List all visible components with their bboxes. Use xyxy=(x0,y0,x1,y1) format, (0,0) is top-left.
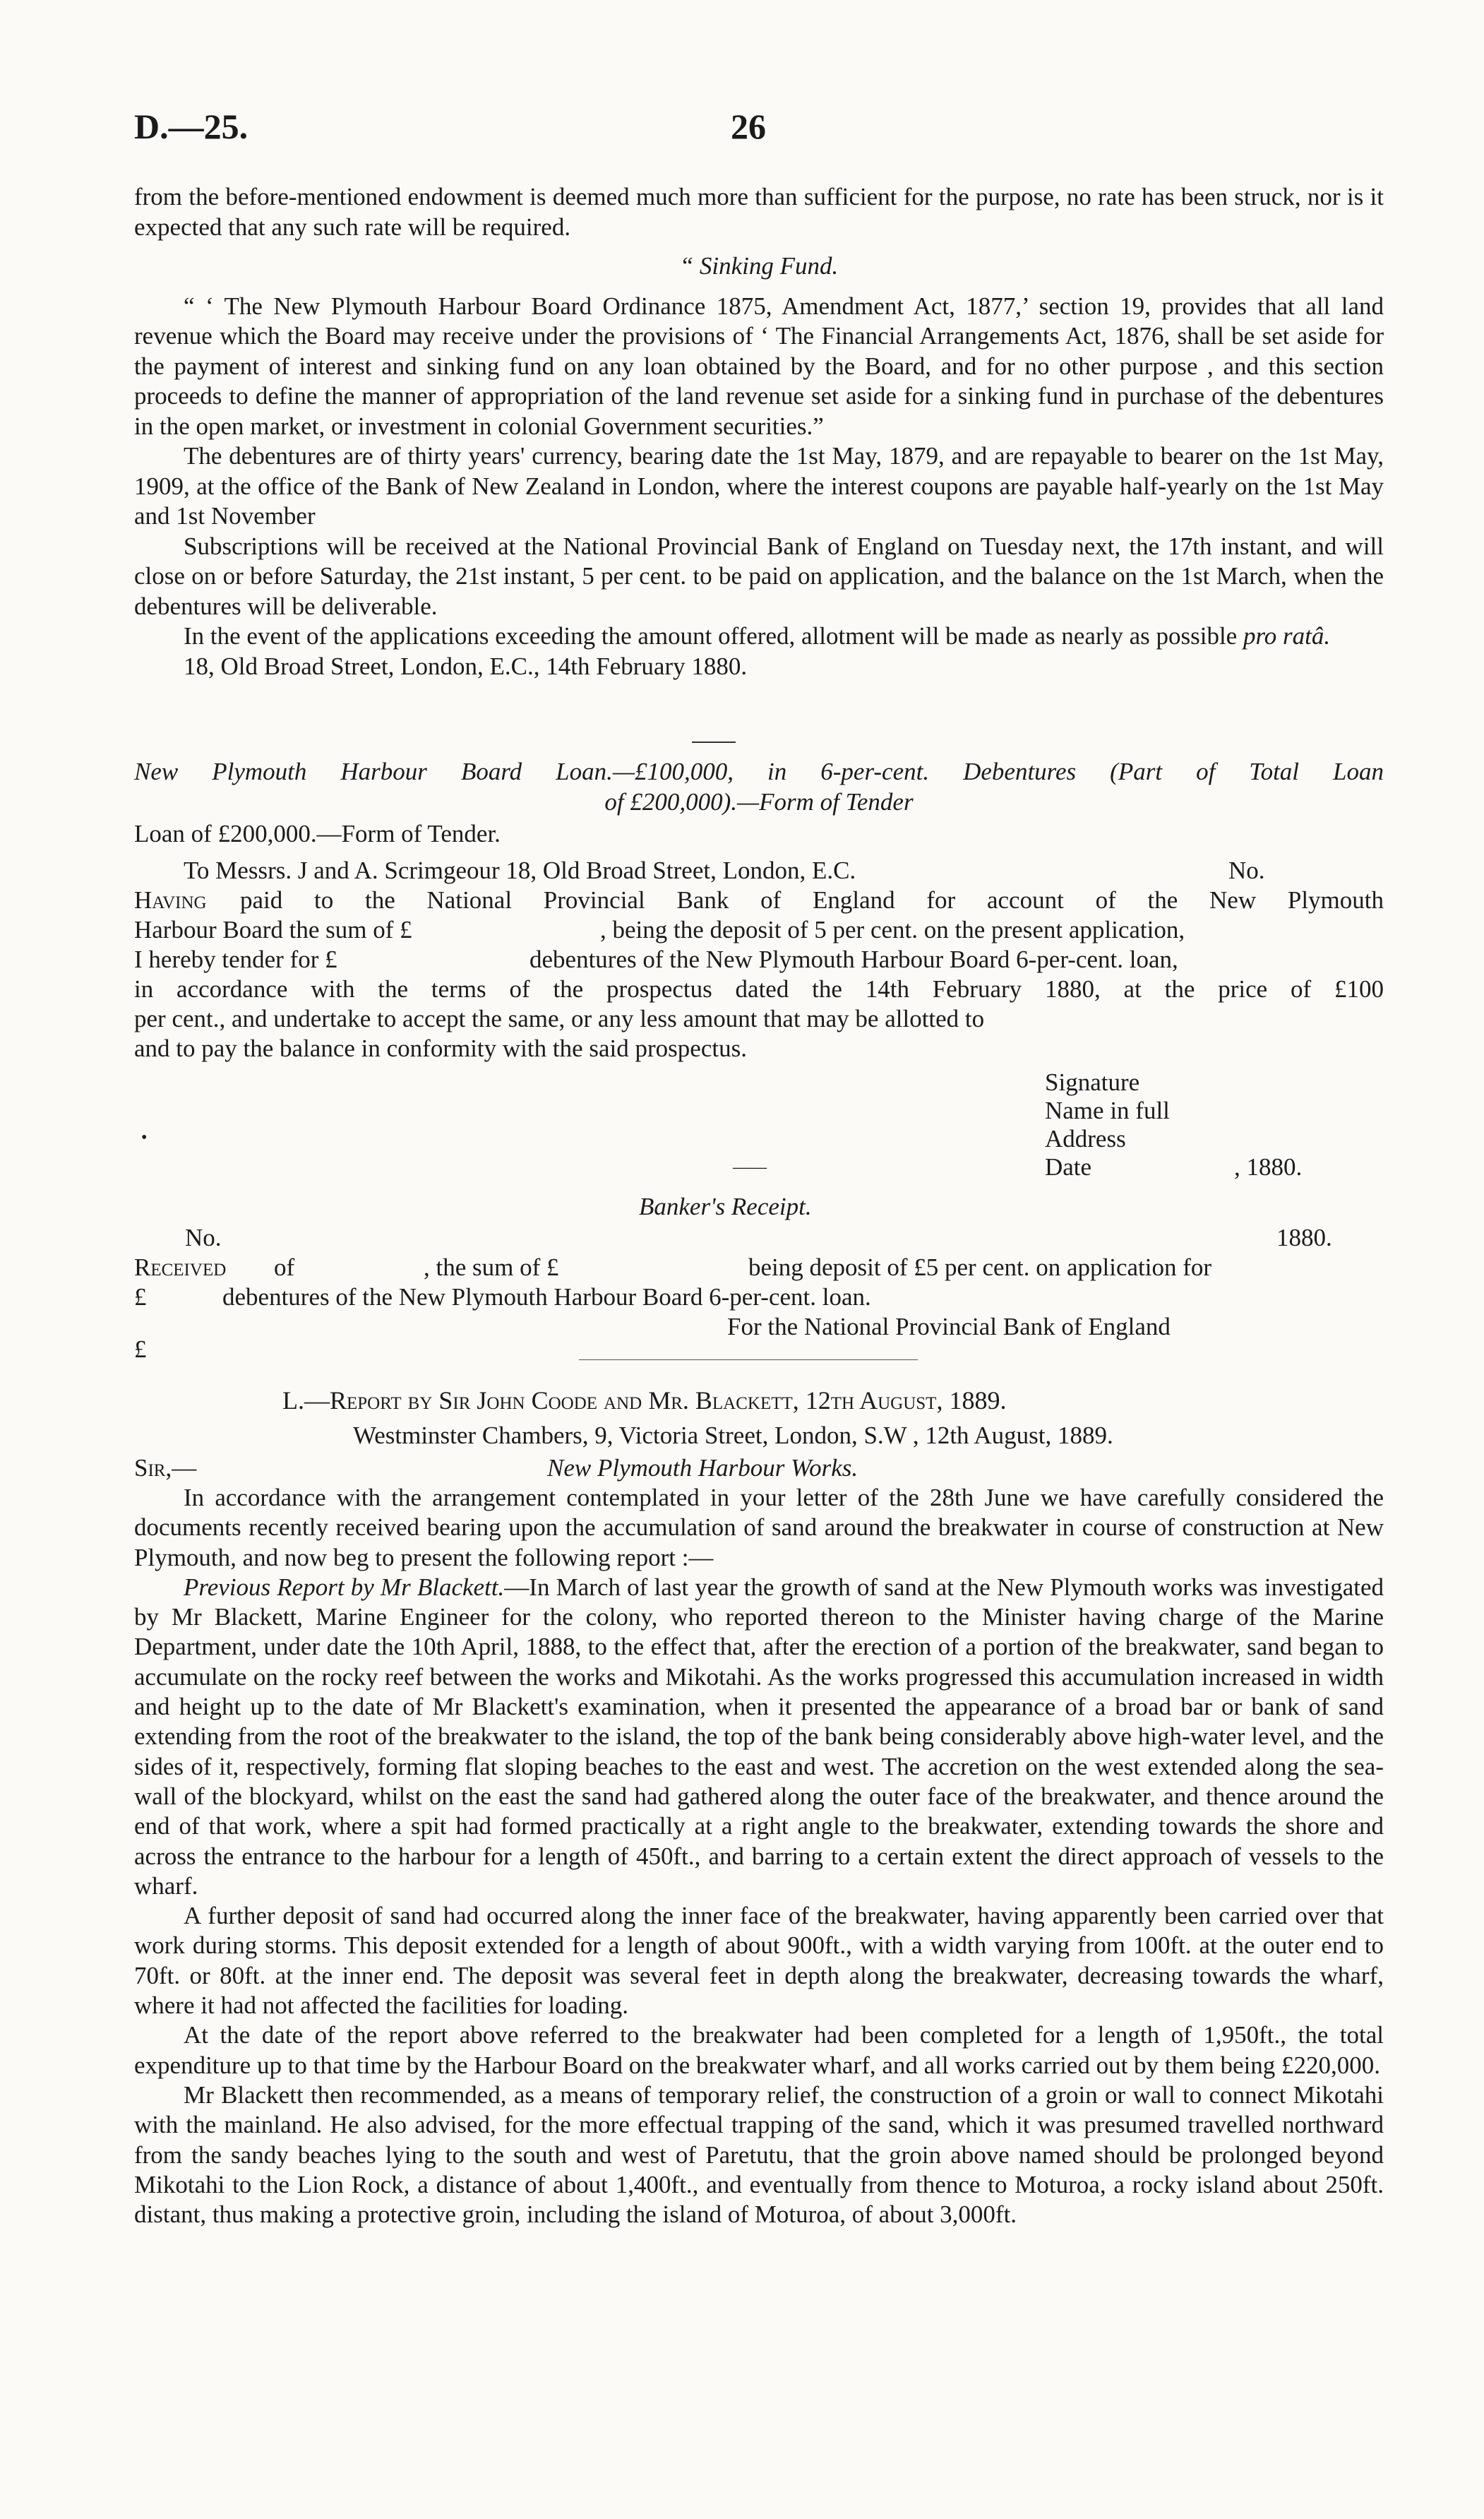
address-label: Address xyxy=(1045,1125,1126,1153)
sinking-fund-paragraph-1: “ ‘ The New Plymouth Harbour Board Ordinance 1875, Amendment Act, 1877,’ section 19, provides that all land revenue which the Board may receive under the provisions of ‘ The Financial Arrangements Act, 1876, shall be set aside for the payment of interest and sinking fund on any loan obtained by the Board, and for no other purpose , and this section proceeds to define the manner of appropriation of the land revenue set aside for a sinking fund in purchase of the debentures in the open market, or investment in colonial Government securities.” xyxy=(134,292,1384,440)
pro-rata-text: pro ratâ. xyxy=(1243,622,1331,650)
receipt-pound-1: £ xyxy=(134,1283,147,1311)
tender-number-label: No. xyxy=(1228,857,1265,884)
section-divider xyxy=(692,742,736,743)
signature-label: Signature xyxy=(1045,1068,1140,1096)
receipt-number-label: No. xyxy=(185,1224,222,1251)
report-paragraph-2 xyxy=(134,1573,1384,1901)
tender-line-3b: debentures of the New Plymouth Harbour Board 6-per-cent. loan, xyxy=(529,946,1178,973)
sinking-fund-paragraph-2: The debentures are of thirty years' currency, bearing date the 1st May, 1879, and are repayable to bearer on the 1st May, 1909, at the office of the Bank of New Zealand in London, where the interest coupons are payable half-yearly on the 1st May and 1st November xyxy=(134,442,1384,530)
sinking-fund-section xyxy=(134,251,1384,681)
report-paragraph-5: Mr Blackett then recommended, as a means of temporary relief, the construction of a groin or wall to connect Mikotahi with the mainland. He also advised, for the more effectual trapping of the sand, which it was presumed travelled northward from the sandy beaches lying to the south and west of Paretutu, that the groin above named should be prolonged beyond Mikotahi to the Lion Rock, a distance of about 1,400ft., and eventually from thence to Moturoa, a rocky island about 250ft. distant, thus making a protective groin, including the island of Moturoa, of about 3,000ft. xyxy=(134,2080,1384,2229)
date-label: Date xyxy=(1045,1153,1092,1181)
intro-block xyxy=(134,182,1384,242)
report-address: Westminster Chambers, 9, Victoria Street, London, S.W , 12th August, 1889. xyxy=(353,1422,1113,1449)
receipt-for-bank: For the National Provincial Bank of England xyxy=(727,1313,1171,1340)
receipt-pound-2: £ xyxy=(134,1335,147,1363)
sinking-fund-dateline: 18, Old Broad Street, London, E.C., 14th February 1880. xyxy=(184,652,748,680)
receipt-of: of xyxy=(274,1253,295,1281)
short-dash: —— xyxy=(733,1158,767,1177)
tender-line-2a: Harbour Board the sum of £ xyxy=(134,916,412,943)
tender-line-2b: , being the deposit of 5 per cent. on the present application, xyxy=(600,916,1185,943)
receipt-debentures: debentures of the New Plymouth Harbour Board 6-per-cent. loan. xyxy=(222,1283,871,1311)
tender-line-4: in accordance with the terms of the prospectus dated the 14th February 1880, at the price of £100 xyxy=(134,975,1384,1003)
tender-addressee: To Messrs. J and A. Scrimgeour 18, Old Broad Street, London, E.C. xyxy=(184,857,856,884)
document-reference: D.—25. xyxy=(134,107,249,146)
stray-mark: • xyxy=(141,1129,148,1147)
previous-report-heading: Previous Report by Mr Blackett. xyxy=(184,1573,505,1601)
tender-title-line-2: of £200,000).—Form of Tender xyxy=(604,787,914,816)
report-heading: L.—Report by Sir John Coode and Mr. Blackett, 12th August, 1889. xyxy=(282,1386,1007,1415)
sinking-fund-paragraph-4 xyxy=(134,621,1384,652)
tender-having: Having xyxy=(134,886,207,914)
receipt-heading: Banker's Receipt. xyxy=(639,1193,812,1220)
tender-title-line-1: New Plymouth Harbour Board Loan.—£100,000, in 6-per-cent. Debentures (Part of Total Loan xyxy=(134,758,1384,785)
receipt-sum: , the sum of £ xyxy=(424,1253,559,1281)
receipt-deposit: being deposit of £5 per cent. on application for xyxy=(748,1253,1212,1281)
receipt-received: Received xyxy=(134,1253,227,1281)
name-in-full-label: Name in full xyxy=(1045,1097,1170,1124)
report-salutation: Sir,— xyxy=(134,1454,197,1482)
tender-line-3a: I hereby tender for £ xyxy=(134,946,337,973)
receipt-year: 1880. xyxy=(1276,1224,1332,1251)
report-paragraph-3: A further deposit of sand had occurred along the inner face of the breakwater, having apparently been carried over that work during storms. This deposit extended for a length of about 900ft., with a width varying from 100ft. at the outer end to 70ft. or 80ft. at the inner end. The deposit was several feet in depth along the breakwater, decreasing towards the wharf, where it had not affected the facilities for loading. xyxy=(134,1902,1384,2020)
report-subject: New Plymouth Harbour Works. xyxy=(547,1454,858,1482)
tender-title-block xyxy=(134,757,1384,817)
sinking-fund-paragraph-3: Subscriptions will be received at the National Provincial Bank of England on Tuesday next, the 17th instant, and will close on or before Saturday, the 21st instant, 5 per cent. to be paid on application, and the balance on the 1st March, when the debentures will be deliverable. xyxy=(134,532,1384,620)
tender-line-6: and to pay the balance in conformity with the said prospectus. xyxy=(134,1035,747,1062)
allotment-text: In the event of the applications exceeding the amount offered, allotment will be made as nearly as possible xyxy=(184,622,1243,650)
receipt-divider xyxy=(579,1359,918,1360)
report-paragraph-4: At the date of the report above referred to the breakwater had been completed for a length of 1,950ft., the total expenditure up to that time by the Harbour Board on the breakwater wharf, and all works carried out by them being £220,000. xyxy=(134,2021,1384,2079)
tender-line-1: paid to the National Provincial Bank of England for account of the New Plymouth xyxy=(240,886,1384,914)
report-paragraph-1: In accordance with the arrangement contemplated in your letter of the 28th June we have carefully considered the documents recently received bearing upon the accumulation of sand around the breakwater in course of construction at New Plymouth, and now beg to present the following report :— xyxy=(134,1484,1384,1571)
sinking-fund-heading: “ Sinking Fund. xyxy=(679,252,839,280)
previous-report-text: —In March of last year the growth of sand at the New Plymouth works was investigated by Mr Blackett, Marine Engineer for the colony, who reported thereon to the Minister having charge of the Marine Department, under date the 10th April, 1888, to the effect that, after the erection of a portion of the breakwater, sand began to accumulate on the rocky reef between the works and Mikotahi. As the works progressed this accumulation increased in width and height up to the date of Mr Blackett's examination, when it presented the appearance of a broad bar or bank of sand extending from the root of the breakwater to the island, the top of the bank being considerably above high-water level, and the sides of it, respectively, forming flat sloping beaches to the east and west. The accretion on the west extended along the sea-wall of the blockyard, whilst on the east the sand had gathered along the outer face of the breakwater, and thence around the end of that work, where a spit had formed practically at a right angle to the breakwater, extending towards the shore and across the entrance to the harbour for a length of 450ft., and barring to a certain extent the direct approach of vessels to the wharf. xyxy=(134,1573,1384,1900)
date-year: , 1880. xyxy=(1234,1153,1303,1181)
page-number: 26 xyxy=(731,107,766,146)
tender-loan-line: Loan of £200,000.—Form of Tender. xyxy=(134,820,501,847)
intro-paragraph: from the before-mentioned endowment is deemed much more than sufficient for the purpose, no rate has been struck, nor is it expected that any such rate will be required. xyxy=(134,183,1384,241)
report-body xyxy=(134,1483,1384,2229)
tender-line-5: per cent., and undertake to accept the same, or any less amount that may be allotted to xyxy=(134,1005,985,1032)
